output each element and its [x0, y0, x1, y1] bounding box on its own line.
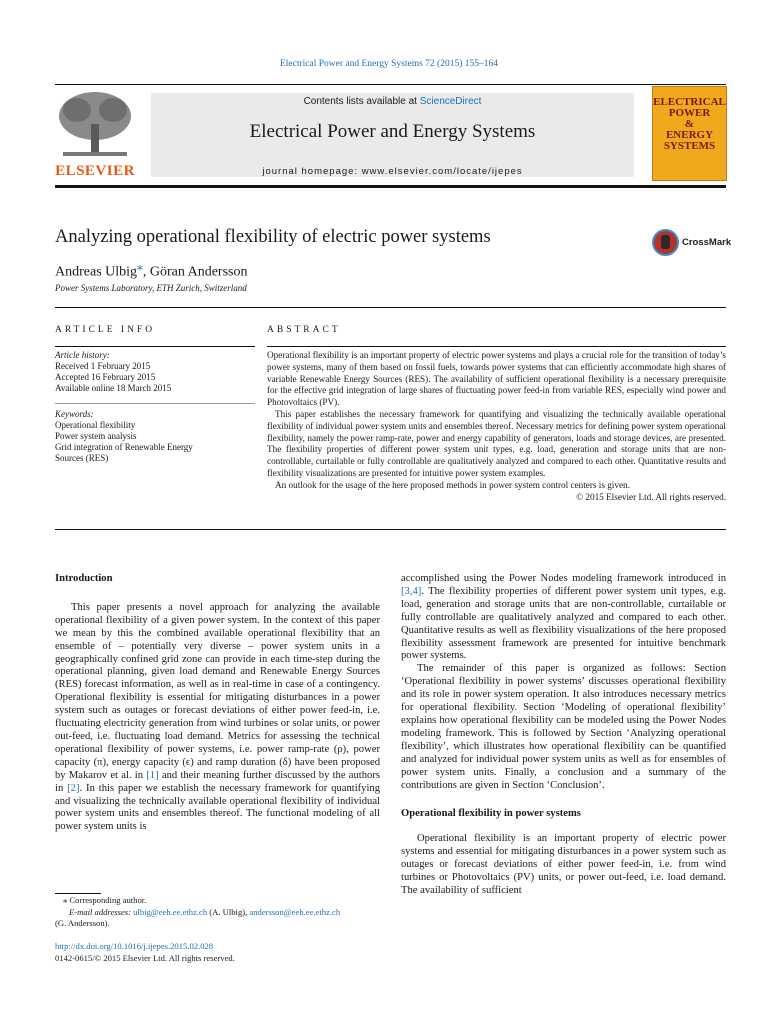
abstract-body — [267, 350, 726, 503]
top-rule-thick — [55, 185, 726, 188]
contents-line — [151, 96, 634, 107]
journal-homepage[interactable]: journal homepage: www.elsevier.com/locate/ijepes — [262, 166, 523, 177]
cover-line: ENERGY — [665, 129, 714, 141]
author-affiliation: Power Systems Laboratory, ETH Zurich, Switzerland — [55, 283, 247, 293]
cover-line: ELECTRICAL — [653, 96, 726, 108]
author-name: Andreas Ulbig — [55, 264, 138, 280]
keywords-label: Keywords: — [55, 409, 94, 419]
paper-organization-paragraph: The remainder of this paper is organized as follows: Section ‘Operational flexibility in power systems’ discusses operational flexibility and its role in power system operation. It also introduces necessary metrics for operational flexibility. Section ‘Modeling of operational flexibility’ explains how operational flexibility can be modeled using the Power Nodes modeling framework. This is followed by Section ‘Analyzing operational flexibility’, which illustrates how operational flexibility can be quantified and analyzed for individual power system units as well as for ensembles of power system units. Finally, a conclusion and a summary of the contributions are given in Section ‘Conclusion’. — [401, 663, 726, 791]
reference-link[interactable]: [1] — [146, 769, 159, 781]
journal-citation[interactable]: Electrical Power and Energy Systems 72 (2015) 155–164 — [279, 59, 499, 69]
body-left-column — [55, 573, 380, 834]
intro-text: This paper presents a novel approach for analyzing the available operational flexibility of a given power system. In the context of this paper we mean by this the combined available operational flexibility that an ensemble of – potentially very diverse – power system units in a geographically confined grid zone can provide in each time-step during the operational planning, given load demand and Renewable Energy Sources (RES) forecast information, as well as in real-time in case of a contingency. Operational flexibility is essential for mitigating disturbances in a power system such as outages or forecast deviations of either power feed-in, i.e. fluctuating electricity generation from wind turbines or solar units, or power out-feed, i.e. fluctuating load demand. Metrics for assessing the technical operational flexibility of power systems, i.e. power ramp-rate (ρ), power capacity (π), energy capacity (ϵ) and ramp duration (δ) have been proposed by Makarov et al. in — [55, 601, 380, 781]
author-list — [55, 259, 247, 281]
elsevier-tree-logo-icon[interactable] — [55, 86, 147, 182]
journal-title: Electrical Power and Energy Systems — [249, 121, 536, 142]
cover-line: SYSTEMS — [663, 140, 716, 152]
introduction-paragraph — [55, 602, 380, 834]
footnote-rule — [55, 893, 101, 894]
journal-cover-thumbnail[interactable] — [652, 86, 727, 181]
crossmark-label: CrossMark — [682, 237, 732, 248]
corresponding-label: Corresponding author. — [69, 895, 147, 905]
abstract-bottom-rule — [55, 529, 726, 530]
keyword-item: Operational flexibility — [55, 420, 136, 430]
email-label: E-mail addresses: — [69, 906, 134, 917]
reference-link[interactable]: [2] — [67, 782, 80, 794]
paper-title: Analyzing operational flexibility of electric power systems — [55, 227, 491, 247]
history-item: Received 1 February 2015 — [55, 361, 151, 371]
article-info-rule — [55, 346, 255, 347]
doi-link[interactable]: http://dx.doi.org/10.1016/j.ijepes.2015.02.028 — [55, 941, 214, 951]
journal-info-box — [151, 93, 634, 177]
email-link[interactable]: andersson@eeh.ee.ethz.ch — [249, 906, 341, 917]
section-heading: Operational flexibility in power systems — [401, 808, 581, 820]
email-owner: (A. Ulbig), — [207, 906, 250, 917]
keyword-item: Power system analysis — [55, 431, 137, 441]
intro-text: accomplished using the Power Nodes modeling framework introduced in — [401, 573, 726, 584]
footnote-mark: ⁎ — [63, 895, 68, 905]
article-info-heading: ARTICLE INFO — [55, 325, 156, 335]
section-paragraph: Operational flexibility is an important property of electric power systems and essential for mitigating disturbances in a power system such as outages or forecast deviations of either power feed-in, i.e. from wind turbines or Photovoltaics (PV) units, or power out-feed, i.e. load demand. The availability of sufficient — [401, 833, 726, 896]
history-item: Accepted 16 February 2015 — [55, 372, 156, 382]
intro-text: . In this paper we establish the necessary framework for quantifying and visualizing the technically available operational flexibility of individual power system units and ensembles thereof. The functional modeling of all power system units is — [55, 782, 380, 833]
abstract-paragraph: Operational flexibility is an important property of electric power systems and plays a crucial role for the transition of today’s power systems, many of them based on fossil fuels, towards power systems that can efficiently accommodate high shares of variable Renewable Energy Sources (RES). The availability of sufficient operational flexibility is a necessary prerequisite for the effective grid integration of large shares of fluctuating power feed-in from variable RES, especially wind power and Photovoltaics (PV). — [267, 350, 726, 408]
crossmark-icon — [652, 229, 679, 256]
keyword-item: Grid integration of Renewable Energy — [55, 442, 193, 452]
introduction-continued — [401, 573, 726, 663]
email-link[interactable]: ulbig@eeh.ee.ethz.ch — [133, 906, 208, 917]
abstract-heading: ABSTRACT — [267, 325, 341, 335]
corresponding-author-mark[interactable]: ⁎ — [137, 260, 143, 273]
intro-text: and their meaning further discussed by the authors in — [55, 769, 380, 794]
history-item: Available online 18 March 2015 — [55, 383, 172, 393]
history-label: Article history: — [55, 350, 110, 360]
elsevier-wordmark: ELSEVIER — [55, 163, 135, 179]
abstract-paragraph: An outlook for the usage of the here proposed methods in power system control centers is given. — [275, 479, 630, 490]
cover-line: POWER — [668, 107, 711, 119]
intro-text: . The flexibility properties of different power system unit types, e.g. load, generation and storage units that are non-controllable, curtailable or fully controllable are qualitatively analyzed and compared to each other. Quantitative results as well as flexibility visualizations of the here proposed flexibility assessment framework are presented for intuitive benchmark power systems. — [401, 585, 726, 662]
issn-line: 0142-0615/© 2015 Elsevier Ltd. All rights reserved. — [55, 952, 235, 963]
corresponding-note — [55, 895, 380, 907]
keywords — [55, 409, 255, 464]
cover-line: & — [684, 118, 695, 130]
body-right-column — [401, 573, 726, 898]
header-separator — [55, 307, 726, 308]
abstract-copyright: © 2015 Elsevier Ltd. All rights reserved. — [576, 491, 726, 502]
crossmark-badge[interactable] — [652, 229, 732, 259]
abstract-rule — [267, 346, 726, 347]
journal-masthead — [55, 86, 726, 182]
footnote — [55, 895, 380, 930]
cover-title — [653, 97, 726, 152]
email-owner: (G. Andersson). — [55, 918, 110, 928]
reference-link[interactable]: [3,4] — [401, 585, 422, 597]
publication-info — [55, 941, 235, 964]
keywords-separator — [55, 403, 255, 404]
email-line — [55, 907, 380, 919]
author-name: , Göran Andersson — [142, 264, 248, 280]
sciencedirect-link[interactable]: ScienceDirect — [419, 96, 482, 107]
keyword-item: Sources (RES) — [55, 453, 109, 463]
abstract-paragraph: This paper establishes the necessary framework for quantifying and visualizing the technically available operational flexibility of individual power system units and ensembles thereof. Necessary metrics for defining power system operational flexibility, namely the power ramp-rate, power and energy capability of generators, loads and storage devices, are presented. The flexibility properties of different power system unit types, e.g. load, generation and storage units that are non-controllable, curtailable or fully controllable are qualitatively analyzed and compared to each other. Quantitative results and flexibility visualizations are presented for intuitive power system examples. — [267, 408, 726, 478]
top-rule-thin — [55, 84, 726, 85]
introduction-heading: Introduction — [55, 573, 113, 584]
contents-prefix: Contents lists available at — [303, 96, 420, 107]
article-history — [55, 350, 255, 394]
